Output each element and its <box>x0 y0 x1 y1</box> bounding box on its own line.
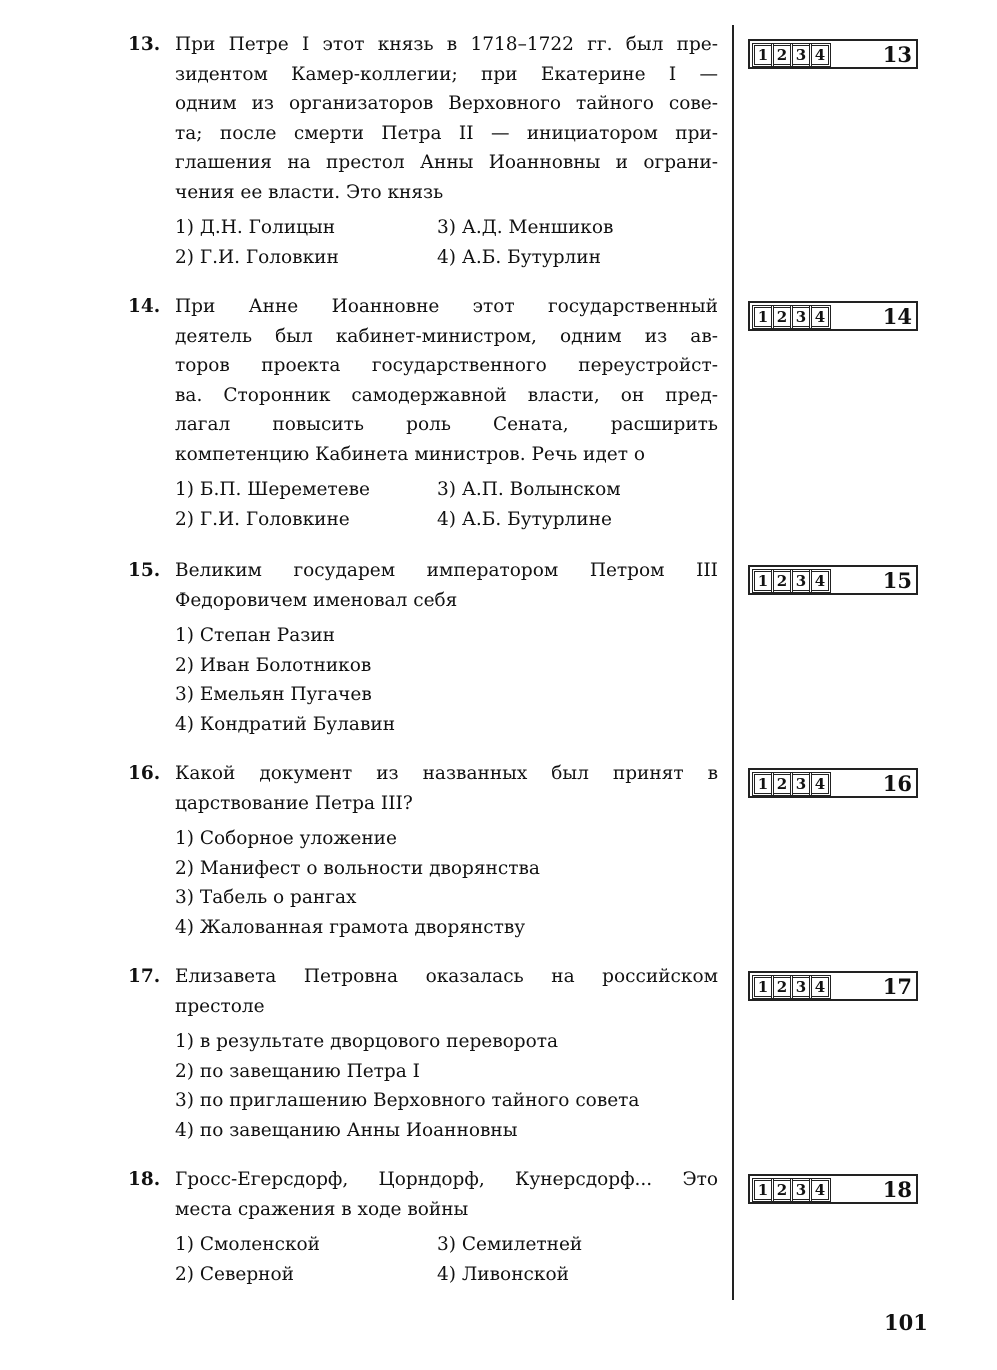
answer-box-18 <box>748 1174 918 1204</box>
question-18 <box>128 1165 718 1289</box>
question-text <box>175 556 718 615</box>
question-line: Гросс-Егерсдорф, Цорндорф, Кунерсдорф... Это <box>175 1169 718 1190</box>
answer-option[interactable]: 3) Емельян Пугачев <box>175 684 372 705</box>
answer-cell[interactable]: 2 <box>773 774 791 794</box>
answer-options <box>175 621 718 739</box>
question-line: чения ее власти. Это князь <box>175 181 444 203</box>
answer-cell[interactable]: 4 <box>811 571 829 591</box>
answer-box-number: 17 <box>882 974 912 999</box>
answer-cell[interactable]: 2 <box>773 45 791 65</box>
answer-option[interactable]: 3) по приглашению Верховного тайного совета <box>175 1090 640 1111</box>
answer-option[interactable]: 3) Табель о рангах <box>175 887 357 908</box>
answer-option[interactable]: 4) А.Б. Бутурлин <box>437 246 601 268</box>
margin-divider <box>732 25 734 1300</box>
answer-cell[interactable]: 3 <box>792 977 810 997</box>
answer-box-13 <box>748 39 918 69</box>
answer-box-14 <box>748 301 918 331</box>
answer-option[interactable]: 1) Смоленской <box>175 1234 320 1255</box>
question-line: торов проекта государственного переустройст- <box>175 355 718 376</box>
answer-box-15 <box>748 565 918 595</box>
question-text <box>175 759 718 818</box>
question-number: 14. <box>128 296 161 317</box>
answer-option[interactable]: 4) А.Б. Бутурлине <box>437 508 612 530</box>
answer-option[interactable]: 2) Северной <box>175 1263 294 1285</box>
answer-box-number: 14 <box>882 304 912 329</box>
answer-cell[interactable]: 2 <box>773 307 791 327</box>
answer-option[interactable]: 1) Д.Н. Голицын <box>175 217 336 238</box>
answer-option[interactable]: 1) Соборное уложение <box>175 828 397 849</box>
answer-cell[interactable]: 3 <box>792 571 810 591</box>
answer-box-number: 18 <box>882 1177 912 1202</box>
question-line: Великим государем императором Петром III <box>175 560 718 581</box>
answer-box-17 <box>748 971 918 1001</box>
answer-box-number: 15 <box>882 568 912 593</box>
answer-option[interactable]: 2) Иван Болотников <box>175 654 372 676</box>
answer-option[interactable]: 2) Манифест о вольности дворянства <box>175 857 540 879</box>
question-line: При Анне Иоанновне этот государственный <box>175 296 718 317</box>
question-line: ва. Сторонник самодержавной власти, он пред- <box>175 384 718 406</box>
answer-cell[interactable]: 1 <box>754 45 772 65</box>
question-line: Федоровичем именовал себя <box>175 589 458 611</box>
answer-option[interactable]: 4) Ливонской <box>437 1263 569 1285</box>
question-text <box>175 1165 718 1224</box>
answer-cell[interactable]: 2 <box>773 1180 791 1200</box>
question-17 <box>128 962 718 1145</box>
question-13 <box>128 30 718 272</box>
question-line: места сражения в ходе войны <box>175 1198 469 1220</box>
question-line: та; после смерти Петра II — инициатором при- <box>175 122 718 144</box>
answer-box-16 <box>748 768 918 798</box>
question-line: При Петре I этот князь в 1718–1722 гг. был пре- <box>175 34 718 55</box>
question-text <box>175 292 718 469</box>
question-line: зидентом Камер-коллегии; при Екатерине I — <box>175 63 718 85</box>
answer-cell[interactable]: 4 <box>811 1180 829 1200</box>
answer-cell[interactable]: 1 <box>754 1180 772 1200</box>
question-number: 18. <box>128 1169 161 1190</box>
answer-options <box>175 1027 718 1145</box>
answer-option[interactable]: 2) Г.И. Головкине <box>175 508 350 530</box>
answer-option[interactable]: 4) Жалованная грамота дворянству <box>175 916 526 938</box>
answer-option[interactable]: 2) по завещанию Петра I <box>175 1060 420 1082</box>
question-line: деятель был кабинет-министром, одним из ав- <box>175 325 718 347</box>
answer-options <box>175 213 718 272</box>
page-number: 101 <box>884 1310 928 1335</box>
answer-cell[interactable]: 4 <box>811 307 829 327</box>
answer-cell[interactable]: 1 <box>754 307 772 327</box>
answer-options <box>175 1230 718 1289</box>
answer-cell[interactable]: 3 <box>792 774 810 794</box>
answer-option[interactable]: 2) Г.И. Головкин <box>175 246 339 268</box>
question-number: 16. <box>128 763 161 784</box>
answer-option[interactable]: 3) Семилетней <box>437 1234 583 1255</box>
question-line: лагал повысить роль Сената, расширить <box>175 414 718 435</box>
question-line: Какой документ из названных был принят в <box>175 763 718 784</box>
answer-cell[interactable]: 1 <box>754 774 772 794</box>
answer-options <box>175 824 718 942</box>
answer-options <box>175 475 718 534</box>
answer-cell[interactable]: 3 <box>792 1180 810 1200</box>
answer-option[interactable]: 1) в результате дворцового переворота <box>175 1031 559 1052</box>
question-line: глашения на престол Анны Иоанновны и ограни- <box>175 152 718 173</box>
answer-cell[interactable]: 1 <box>754 571 772 591</box>
question-line: царствование Петра III? <box>175 792 413 814</box>
answer-cell[interactable]: 2 <box>773 977 791 997</box>
answer-cell[interactable]: 4 <box>811 977 829 997</box>
question-line: одним из организаторов Верховного тайного сове- <box>175 93 718 114</box>
question-14 <box>128 292 718 534</box>
answer-option[interactable]: 1) Степан Разин <box>175 625 336 646</box>
question-line: престоле <box>175 995 265 1017</box>
answer-option[interactable]: 3) А.Д. Меншиков <box>437 217 614 238</box>
question-line: компетенцию Кабинета министров. Речь идет о <box>175 443 645 465</box>
answer-box-number: 13 <box>882 42 912 67</box>
answer-option[interactable]: 4) Кондратий Булавин <box>175 713 396 735</box>
question-line: Елизавета Петровна оказалась на российском <box>175 966 718 987</box>
answer-option[interactable]: 1) Б.П. Шереметеве <box>175 479 370 500</box>
question-number: 13. <box>128 34 161 55</box>
question-number: 15. <box>128 560 161 581</box>
answer-option[interactable]: 3) А.П. Волынском <box>437 479 621 500</box>
answer-cell[interactable]: 4 <box>811 774 829 794</box>
answer-box-number: 16 <box>882 771 912 796</box>
answer-option[interactable]: 4) по завещанию Анны Иоанновны <box>175 1119 518 1141</box>
question-15 <box>128 556 718 739</box>
answer-cell[interactable]: 2 <box>773 571 791 591</box>
question-text <box>175 30 718 207</box>
question-16 <box>128 759 718 942</box>
answer-cell[interactable]: 3 <box>792 307 810 327</box>
question-number: 17. <box>128 966 161 987</box>
answer-cell[interactable]: 4 <box>811 45 829 65</box>
answer-cell[interactable]: 1 <box>754 977 772 997</box>
question-text <box>175 962 718 1021</box>
answer-cell[interactable]: 3 <box>792 45 810 65</box>
